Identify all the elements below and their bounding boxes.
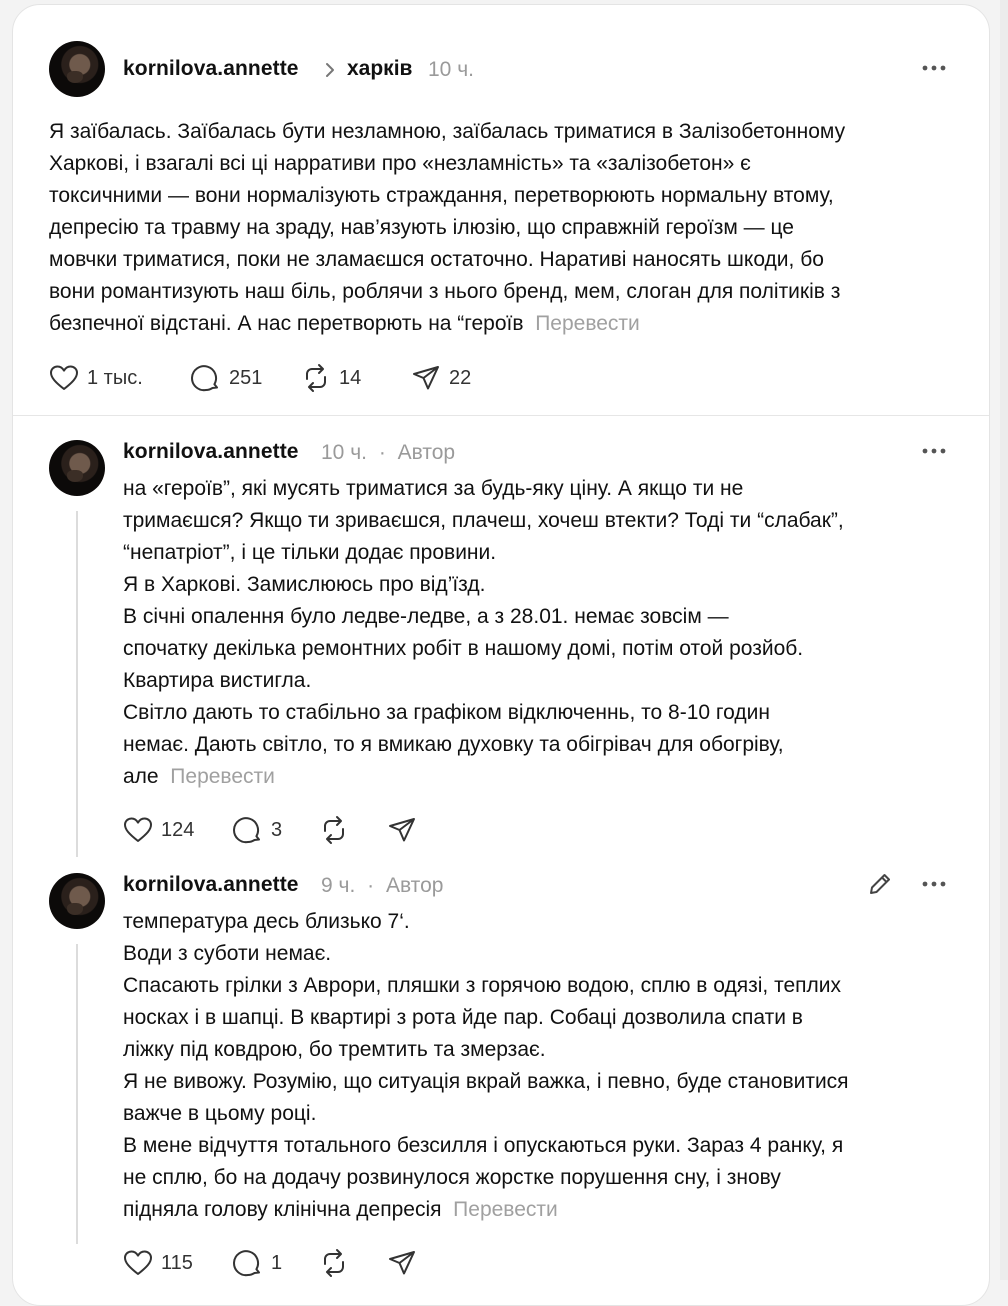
- post-text-line: токсичними — вони нормалізують страждання, перетворюють нормальну втому,: [49, 184, 834, 207]
- reply-count: 3: [271, 818, 283, 841]
- heart-icon: [49, 364, 79, 392]
- chevron-right-icon: [323, 61, 337, 79]
- post-text-line: вони романтизують наш біль, роблячи з нього бренд, мем, слоган для політиків з: [49, 280, 841, 303]
- reply-text-line: ліжку під ковдрою, бо тремтить та змерзає.: [123, 1038, 546, 1061]
- post-text-line: депресію та травму на зраду, нав’язують ілюзію, що справжній героїзм — це: [49, 216, 794, 239]
- reply-text-line: спочатку декілька ремонтних робіт в нашому домі, потім отой розйоб.: [123, 637, 804, 660]
- reply-text-line: тримаєшся? Якщо ти зриваєшся, плачеш, хочеш втекти? Тоді ти “слабак”,: [123, 509, 844, 532]
- post-text-line: Я заїбалась. Заїбалась бути незламною, заїбалась триматися в Залізобетонному: [49, 120, 846, 143]
- edit-icon[interactable]: [867, 871, 893, 897]
- post-location[interactable]: харків: [347, 57, 413, 80]
- reply-text-last-line: [123, 1194, 963, 1226]
- share-icon: [387, 1249, 417, 1277]
- reply-text-line: носках і в шапці. В квартирі з рота йде пар. Собаці дозволила спати в: [123, 1006, 803, 1029]
- share-count: 22: [449, 366, 472, 389]
- share-icon: [411, 364, 441, 392]
- repost-button[interactable]: [319, 1248, 387, 1278]
- repost-icon: [319, 1248, 349, 1278]
- reply-username[interactable]: kornilova.annette: [123, 873, 299, 896]
- repost-icon: [301, 363, 331, 393]
- more-icon[interactable]: [921, 446, 949, 456]
- like-count: 115: [161, 1251, 193, 1274]
- reply-text-last-line: [123, 761, 963, 793]
- reply-actions: [123, 1248, 417, 1278]
- thread-line: [76, 511, 78, 857]
- meta-separator: ·: [378, 441, 386, 464]
- reply-count: 1: [271, 1251, 283, 1274]
- reply-text-line: не сплю, бо на додачу розвинулося жорстке порушення сну, і знову: [123, 1166, 781, 1189]
- avatar[interactable]: [49, 41, 105, 97]
- more-icon[interactable]: [921, 879, 949, 889]
- like-button[interactable]: [123, 1249, 233, 1277]
- reply-text: [123, 473, 963, 793]
- post-text-line: безпечної відстані. А нас перетворють на “героїв: [49, 312, 524, 335]
- translate-link[interactable]: Перевести: [535, 312, 640, 335]
- window-edge: [1000, 0, 1008, 1280]
- reply-text-line: але: [123, 765, 159, 788]
- like-button[interactable]: [123, 816, 233, 844]
- reply-text-line: “непатріот”, і це тільки додає провини.: [123, 541, 497, 564]
- reply-time: [321, 874, 443, 898]
- share-button[interactable]: [387, 816, 417, 844]
- reply-username[interactable]: kornilova.annette: [123, 440, 299, 463]
- share-icon: [387, 816, 417, 844]
- reply-button[interactable]: [233, 1248, 319, 1278]
- reply-text-line: підняла голову клінічна депресія: [123, 1198, 442, 1221]
- reply-text-line: немає. Дають світло, то я вмикаю духовку та обігрівач для обогріву,: [123, 733, 784, 756]
- reply-text-line: Я в Харкові. Замислююсь про від’їзд.: [123, 573, 486, 596]
- repost-icon: [319, 815, 349, 845]
- comment-icon: [233, 815, 263, 845]
- divider: [13, 415, 989, 416]
- share-button[interactable]: [411, 364, 471, 392]
- share-button[interactable]: [387, 1249, 417, 1277]
- like-button[interactable]: [49, 364, 191, 392]
- post-text-line: Харкові, і взагалі всі ці нарративи про «незламність» та «залізобетон» є: [49, 152, 751, 175]
- reply-text: [123, 906, 963, 1226]
- author-badge: Автор: [385, 874, 444, 897]
- reply-time: [321, 441, 455, 465]
- reply-button[interactable]: [233, 815, 319, 845]
- reply-button[interactable]: [191, 363, 301, 393]
- reply-text-line: В мене відчуття тотального безсилля і опускаються руки. Зараз 4 ранку, я: [123, 1134, 844, 1157]
- reply-actions: [123, 815, 417, 845]
- meta-separator: ·: [367, 874, 375, 897]
- reply-text-line: температура десь близько 7‘.: [123, 910, 410, 933]
- repost-button[interactable]: [301, 363, 411, 393]
- reply-text-line: В січні опалення було ледве-ледве, а з 28.01. немає зовсім —: [123, 605, 729, 628]
- more-icon[interactable]: [921, 63, 949, 73]
- reply-text-line: Світло дають то стабільно за графіком відключеннь, то 8-10 годин: [123, 701, 770, 724]
- author-badge: Автор: [397, 441, 456, 464]
- reply-text-line: важче в цьому році.: [123, 1102, 317, 1125]
- reply-text-line: Я не вивожу. Розумію, що ситуація вкрай важка, і певно, буде становитися: [123, 1070, 849, 1093]
- post-text-last-line: [49, 308, 969, 340]
- heart-icon: [123, 816, 153, 844]
- heart-icon: [123, 1249, 153, 1277]
- reply-text-line: Води з суботи немає.: [123, 942, 332, 965]
- comment-icon: [233, 1248, 263, 1278]
- reply-text-line: на «героїв”, які мусять триматися за будь-яку ціну. А якщо ти не: [123, 477, 744, 500]
- translate-link[interactable]: Перевести: [453, 1198, 558, 1221]
- post-actions: [49, 363, 471, 393]
- post-text-line: мовчки триматися, поки не зламаєшся остаточно. Наративі наносять шкоди, бо: [49, 248, 824, 271]
- comment-icon: [191, 363, 221, 393]
- reply-time-value[interactable]: 10 ч.: [321, 441, 367, 464]
- post-text: [49, 116, 969, 340]
- like-count: 124: [161, 818, 195, 841]
- thread-card: [12, 4, 990, 1306]
- avatar[interactable]: [49, 440, 105, 496]
- translate-link[interactable]: Перевести: [170, 765, 275, 788]
- avatar[interactable]: [49, 873, 105, 929]
- post-time[interactable]: 10 ч.: [428, 58, 474, 81]
- like-count: 1 тыс.: [87, 366, 143, 389]
- reply-text-line: Квартира вистигла.: [123, 669, 312, 692]
- repost-count: 14: [339, 366, 362, 389]
- post-username[interactable]: kornilova.annette: [123, 57, 299, 80]
- reply-time-value[interactable]: 9 ч.: [321, 874, 356, 897]
- thread-line: [76, 944, 78, 1244]
- reply-count: 251: [229, 366, 263, 389]
- repost-button[interactable]: [319, 815, 387, 845]
- reply-text-line: Спасають грілки з Аврори, пляшки з горячою водою, сплю в одязі, теплих: [123, 974, 842, 997]
